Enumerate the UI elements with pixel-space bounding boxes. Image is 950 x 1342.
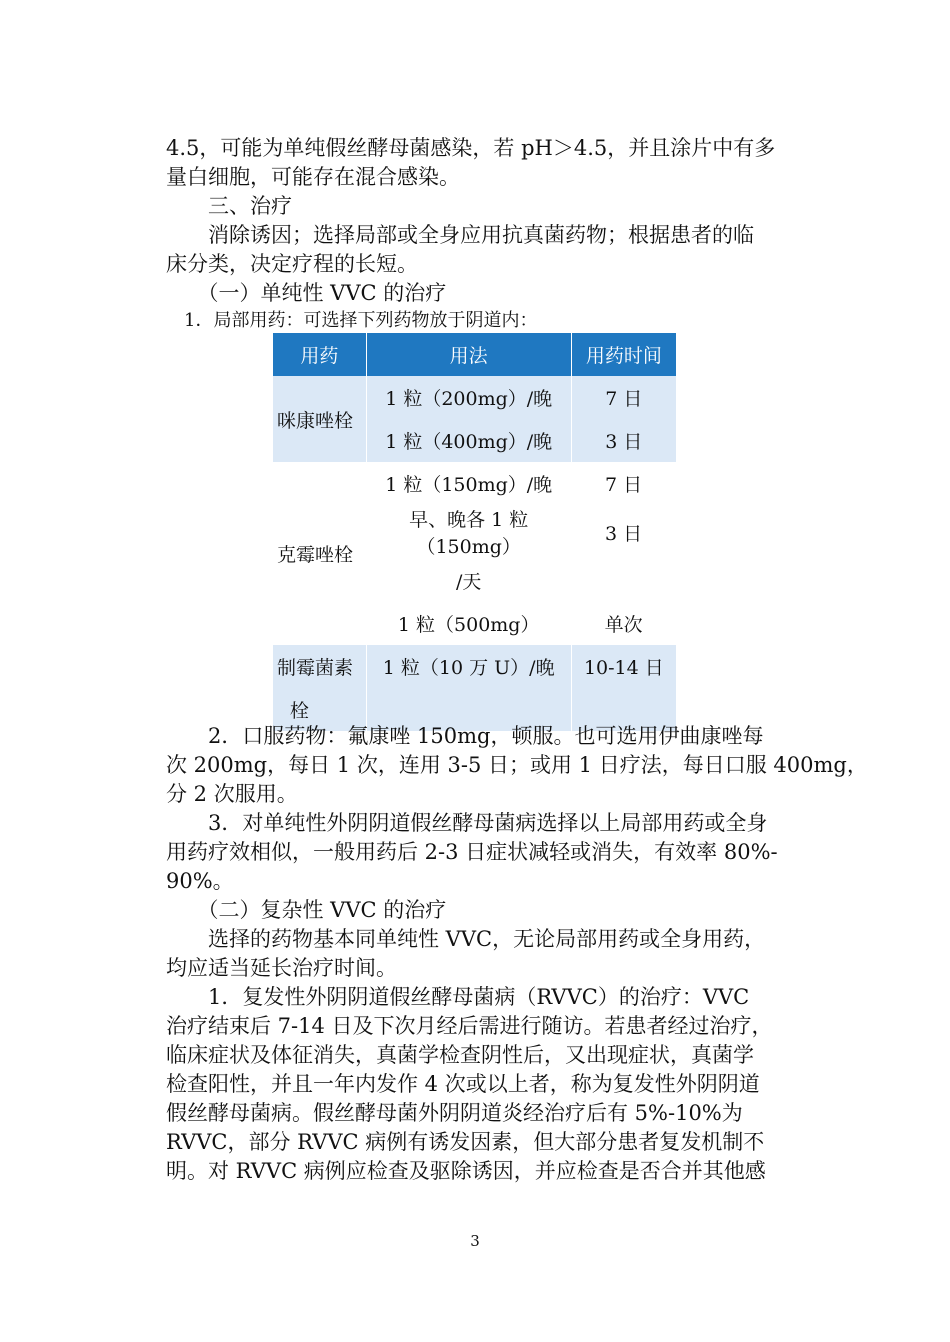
body-text-line: 消除诱因；选择局部或全身应用抗真菌药物；根据患者的临 (166, 223, 754, 247)
duration-cell: 10-14 日 (571, 645, 676, 688)
body-text-line: 2．口服药物：氟康唑 150mg，顿服。也可选用伊曲康唑每 (166, 724, 764, 748)
usage-cell: 1 粒（400mg）/晚 (366, 419, 571, 462)
drug-name-cell: 制霉菌素 (273, 645, 366, 688)
header-duration: 用药时间 (571, 333, 676, 376)
body-text-line: 次 200mg，每日 1 次，连用 3-5 日；或用 1 日疗法，每日口服 400mg， (166, 753, 868, 777)
usage-cell: 1 粒（200mg）/晚 (366, 376, 571, 419)
body-text-line: 选择的药物基本同单纯性 VVC，无论局部用药或全身用药， (166, 927, 766, 951)
header-drug: 用药 (273, 333, 366, 376)
duration-cell: 7 日 (571, 462, 676, 505)
table-row (273, 462, 676, 505)
usage-cell: 1 粒（500mg） (366, 602, 571, 645)
usage-cell-continued: /天 (366, 559, 571, 602)
duration-cell: 单次 (571, 602, 676, 645)
body-text-line: 分 2 次服用。 (166, 782, 298, 806)
body-text-line: 1．复发性外阴阴道假丝酵母菌病（RVVC）的治疗：VVC (166, 985, 750, 1009)
body-text-line: 假丝酵母菌病。假丝酵母菌外阴阴道炎经治疗后有 5%-10%为 (166, 1101, 743, 1125)
usage-cell: 1 粒（150mg）/晚 (366, 462, 571, 505)
table-caption: 1．局部用药：可选择下列药物放于阴道内： (166, 310, 538, 331)
body-text-line: 床分类，决定疗程的长短。 (166, 252, 418, 276)
body-text-line: 用药疗效相似，一般用药后 2-3 日症状减轻或消失，有效率 80%- (166, 840, 778, 864)
body-text-line: 3．对单纯性外阴阴道假丝酵母菌病选择以上局部用药或全身 (166, 811, 768, 835)
body-text-line: 量白细胞，可能存在混合感染。 (166, 165, 460, 189)
body-text-line: 治疗结束后 7-14 日及下次月经后需进行随访。若患者经过治疗， (166, 1014, 773, 1038)
table-row (273, 645, 676, 688)
body-text-line: 均应适当延长治疗时间。 (166, 956, 397, 980)
header-usage: 用法 (366, 333, 571, 376)
drug-name-cell-continued: 栓 (273, 688, 366, 731)
body-text-line: RVVC，部分 RVVC 病例有诱发因素，但大部分患者复发机制不 (166, 1130, 765, 1154)
medication-table (273, 333, 676, 731)
body-text-line: 临床症状及体征消失，真菌学检查阴性后，又出现症状，真菌学 (166, 1043, 754, 1067)
duration-cell-empty (571, 559, 676, 602)
duration-cell: 3 日 (571, 505, 676, 559)
usage-cell: 1 粒（10 万 U）/晚 (366, 645, 571, 688)
subsection-heading: （一）单纯性 VVC 的治疗 (166, 281, 447, 305)
body-text-line: 明。对 RVVC 病例应检查及驱除诱因，并应检查是否合并其他感 (166, 1159, 766, 1183)
table-header-row (273, 333, 676, 376)
body-text-line: 90%。 (166, 869, 234, 893)
subsection-heading: （二）复杂性 VVC 的治疗 (166, 898, 447, 922)
drug-name-cell: 克霉唑栓 (273, 462, 366, 645)
body-text-line: 检查阳性，并且一年内发作 4 次或以上者，称为复发性外阴阴道 (166, 1072, 760, 1096)
page-number: 3 (470, 1232, 480, 1250)
drug-name-cell: 咪康唑栓 (273, 376, 366, 462)
body-text-line: 4.5，可能为单纯假丝酵母菌感染，若 pH＞4.5，并且涂片中有多 (166, 136, 776, 160)
duration-cell: 3 日 (571, 419, 676, 462)
usage-cell: 早、晚各 1 粒（150mg） (366, 505, 571, 559)
duration-cell: 7 日 (571, 376, 676, 419)
section-heading: 三、治疗 (166, 194, 292, 218)
table-row (273, 376, 676, 419)
